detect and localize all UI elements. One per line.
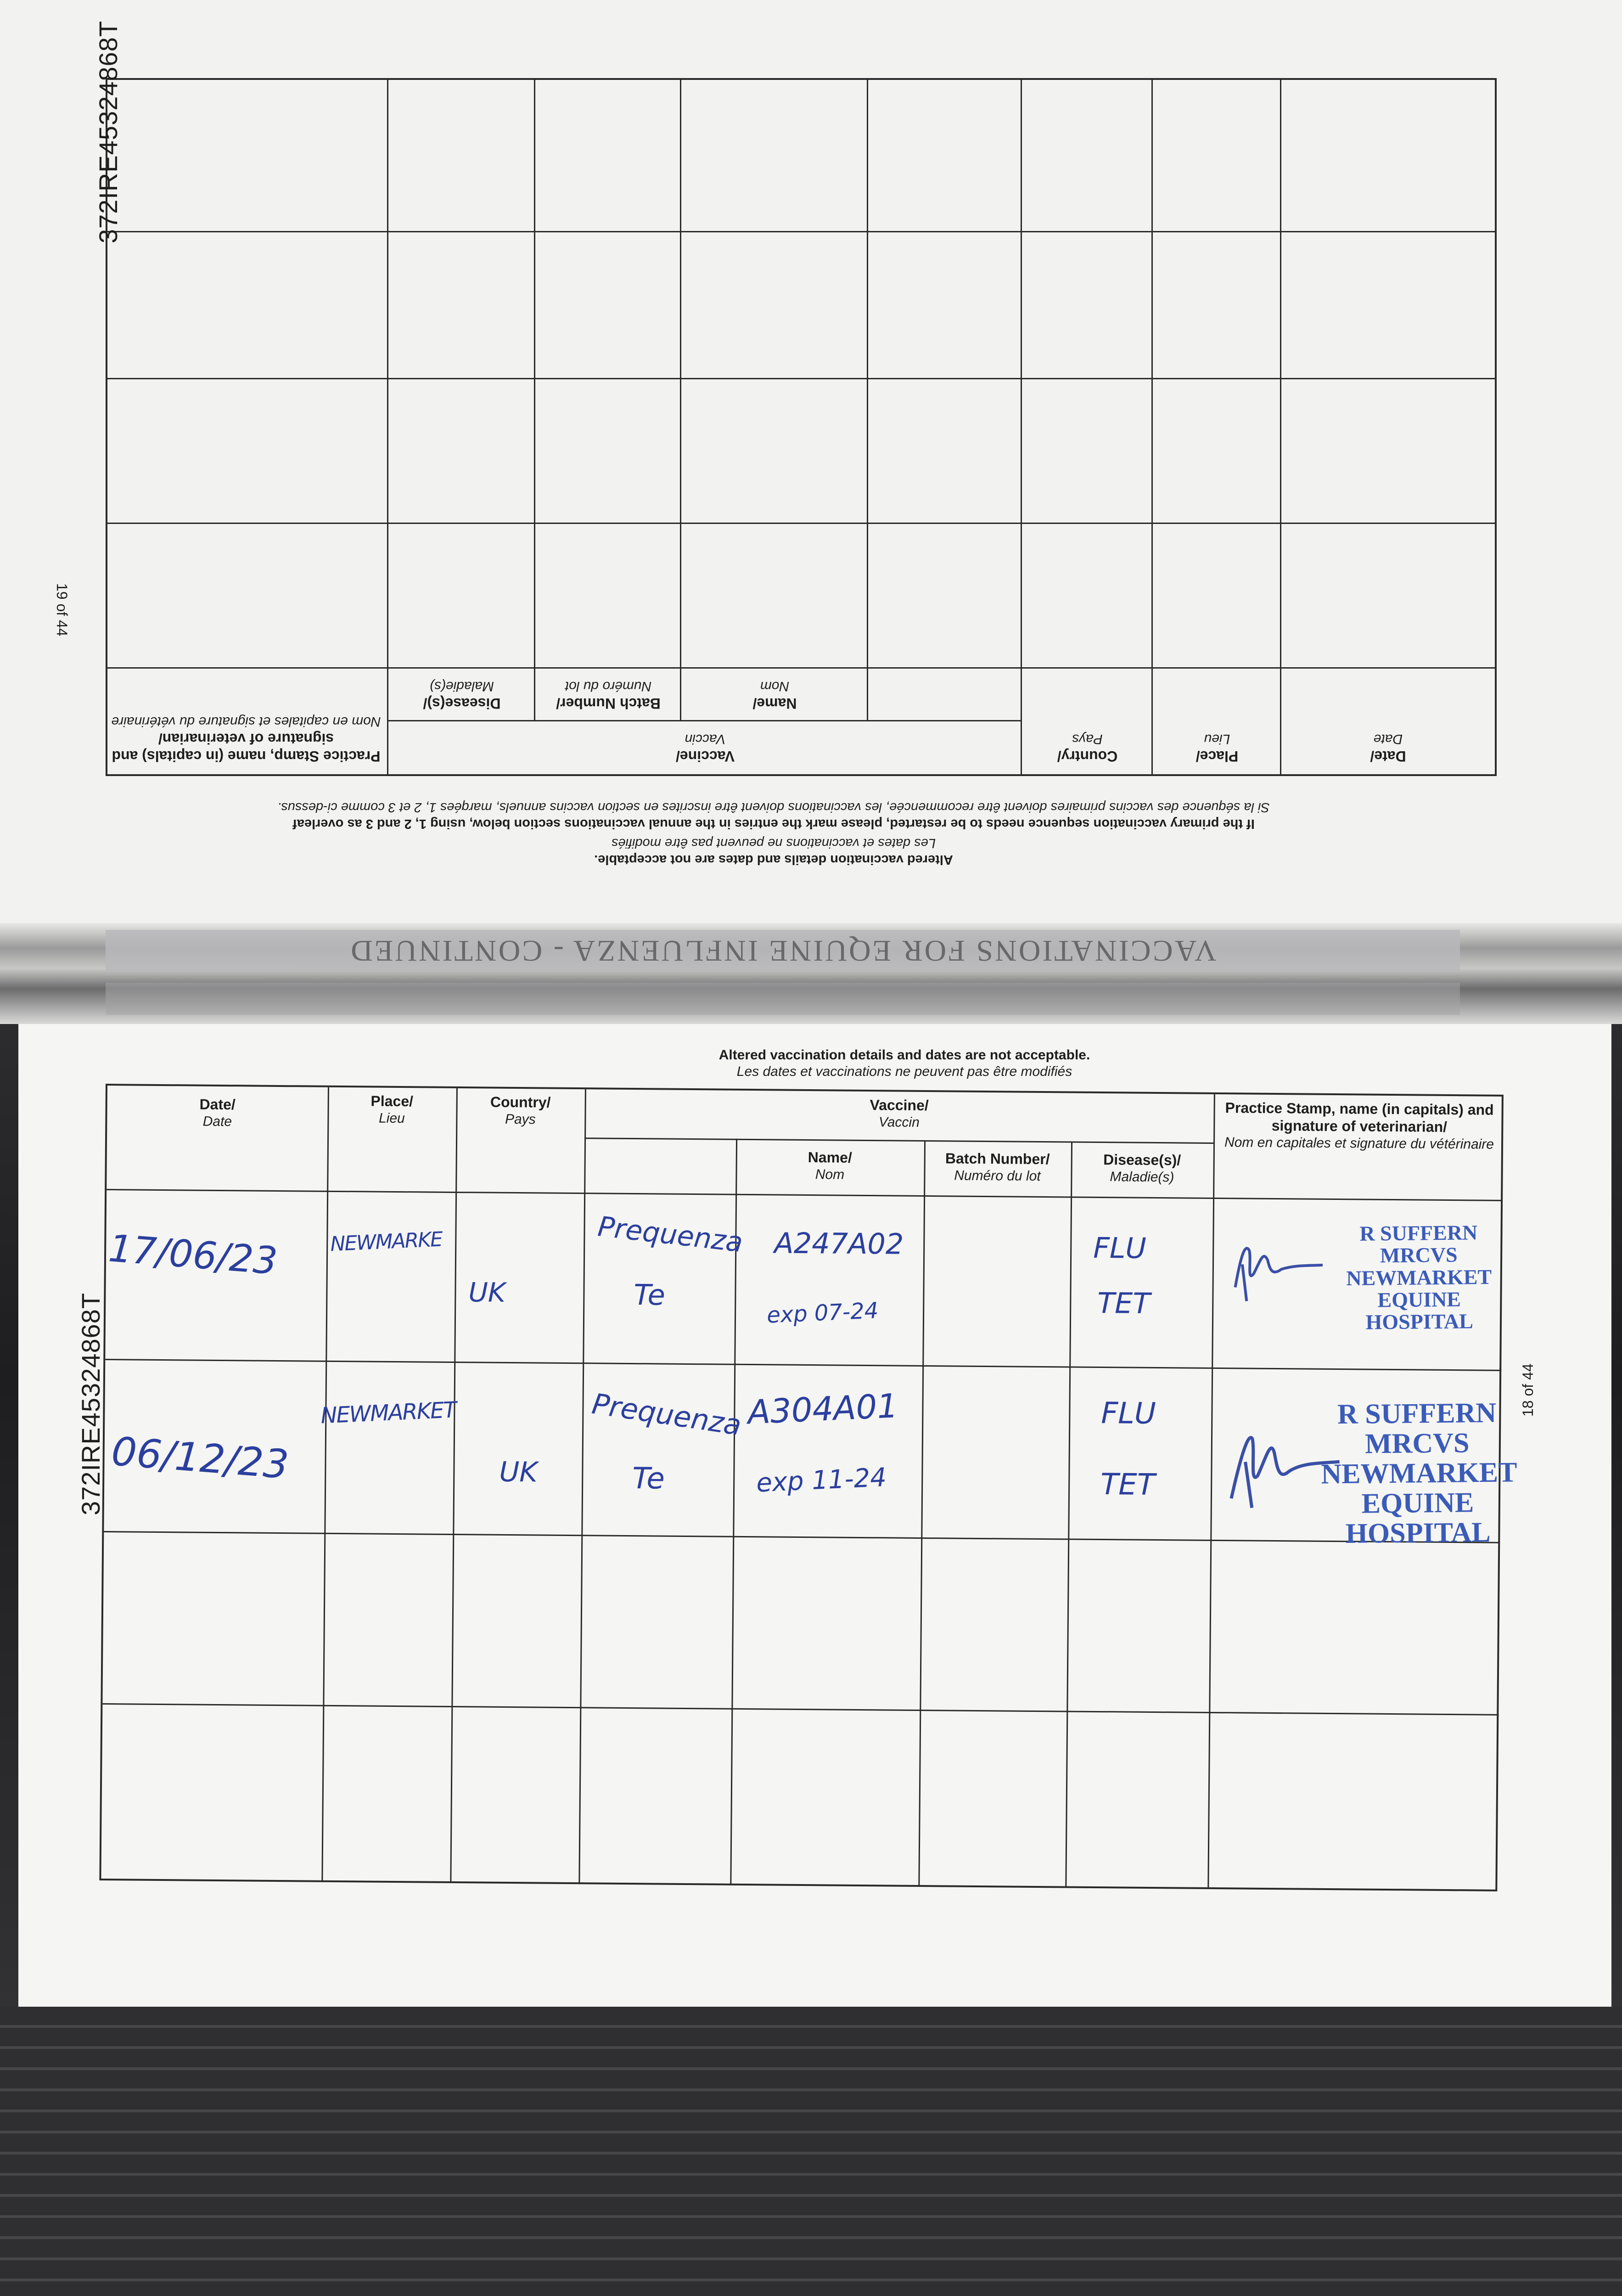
section-banner [106, 930, 1460, 971]
header-name: Name/ Nom [752, 679, 797, 712]
col-divider [1207, 1094, 1215, 1889]
row2-vaccine-name-2: Te [632, 1462, 665, 1496]
header-place: Place/ Lieu [1195, 732, 1239, 765]
header-country: Country/ Pays [490, 1093, 551, 1127]
row2-date: 06/12/23 [110, 1428, 291, 1488]
row-divider [107, 1189, 1503, 1201]
upper-restart-en: If the primary vaccination sequence needs to be restarted, please mark the entries in the annual vaccinations section below, using 1, 2 and 3 as overleaf [292, 816, 1255, 831]
row-divider [104, 1531, 1500, 1543]
col-divider [680, 78, 681, 721]
row1-signature-icon [1226, 1232, 1327, 1306]
header-batch: Batch Number/ Numéro du lot [556, 679, 661, 712]
row2-batch-1: A304A01 [746, 1386, 899, 1432]
row-divider [106, 378, 1495, 379]
upper-vaccination-table [106, 78, 1497, 776]
section-banner-text: VACCINATIONS FOR EQUINE INFLUENZA - CONTINUED [349, 934, 1217, 968]
header-vaccine: Vaccine/ Vaccin [870, 1097, 929, 1130]
col-divider [918, 1140, 926, 1887]
lower-notice-en: Altered vaccination details and dates are not acceptable. [718, 1047, 1090, 1063]
row-divider [105, 1359, 1501, 1371]
row1-date: 17/06/23 [107, 1227, 279, 1283]
header-date: Date/ Date [199, 1096, 236, 1130]
lower-notice [537, 1047, 1272, 1080]
row1-practice-stamp: R SUFFERN MRCVS NEWMARKET EQUINE HOSPITAL [1346, 1221, 1492, 1334]
header-date: Date/ Date [1370, 732, 1406, 765]
row2-vaccine-name-1: Prequenza [589, 1386, 744, 1442]
col-divider [1065, 1142, 1072, 1888]
passport-id-upper: 372IRE45324868T [94, 20, 123, 243]
row2-disease-2: TET [1100, 1468, 1156, 1502]
header-disease: Disease(s)/ Maladie(s) [1103, 1151, 1181, 1185]
page-number: 19 of 44 [54, 583, 70, 636]
header-country: Country/ Pays [1057, 732, 1118, 765]
header-vaccine: Vaccine/ Vaccin [675, 732, 735, 765]
header-stamp: Practice Stamp, name (in capitals) and signature of veterinarian/ Nom en capitales et signature du vétérinaire [111, 714, 381, 765]
row1-batch-1: A247A02 [774, 1226, 904, 1261]
col-divider [321, 1087, 329, 1882]
header-batch: Batch Number/ Numéro du lot [945, 1150, 1050, 1184]
row-divider [388, 720, 1022, 721]
lower-notice-fr: Les dates et vaccinations ne peuvent pas être modifiés [736, 1064, 1072, 1079]
col-divider [867, 78, 868, 721]
row-divider [106, 523, 1495, 524]
row2-place: NEWMARKET [320, 1397, 456, 1429]
col-divider [387, 78, 388, 774]
passport-id-lower: 372IRE45324868T [76, 1292, 105, 1515]
col-divider [450, 1088, 458, 1883]
col-divider [1151, 78, 1153, 774]
row-divider [106, 667, 1495, 669]
lower-vaccination-table [99, 1084, 1517, 1891]
row-divider [584, 1137, 1213, 1144]
upper-restart-fr: Si la séquence des vaccins primaires doivent être recommencée, les vaccinations doivent être inscrites en section vaccins annuels, marqées 1, 2 et 3 comme ci-dessus. [277, 800, 1270, 815]
row2-disease-1: FLU [1101, 1396, 1156, 1431]
row1-vaccine-name-1: Prequenza [596, 1210, 745, 1259]
header-stamp: Practice Stamp, name (in capitals) and signature of veterinarian/ Nom en capitales et signature du vétérinaire [1224, 1099, 1494, 1152]
section-banner-shadow [106, 983, 1460, 1015]
col-divider [578, 1089, 586, 1884]
page-number: 18 of 44 [1520, 1363, 1536, 1417]
col-divider [1021, 78, 1022, 774]
col-divider [1280, 78, 1281, 774]
binding-edge [0, 2007, 1622, 2296]
upper-page [0, 0, 1622, 923]
header-disease: Disease(s)/ Maladie(s) [423, 679, 501, 712]
upper-notice-en: Altered vaccination details and dates are not acceptable. [594, 852, 953, 867]
header-name: Name/ Nom [808, 1149, 852, 1182]
upper-notice [96, 799, 1451, 868]
upper-notice-fr: Les dates et vaccinations ne peuvent pas être modifiés [611, 836, 936, 850]
row1-place: NEWMARKE [330, 1227, 443, 1256]
row2-practice-stamp: R SUFFERN MRCVS NEWMARKET EQUINE HOSPITAL [1321, 1397, 1517, 1550]
row2-country: UK [499, 1456, 538, 1489]
row1-vaccine-name-2: Te [634, 1278, 666, 1312]
header-place: Place/ Lieu [370, 1092, 414, 1126]
row-divider [106, 231, 1495, 232]
row1-disease-2: TET [1097, 1286, 1151, 1320]
col-divider [534, 78, 535, 721]
row1-batch-2: exp 07-24 [766, 1297, 879, 1328]
row1-country: UK [468, 1277, 506, 1308]
row2-batch-2: exp 11-24 [755, 1462, 887, 1498]
row1-disease-1: FLU [1093, 1231, 1147, 1265]
row-divider [102, 1703, 1499, 1716]
